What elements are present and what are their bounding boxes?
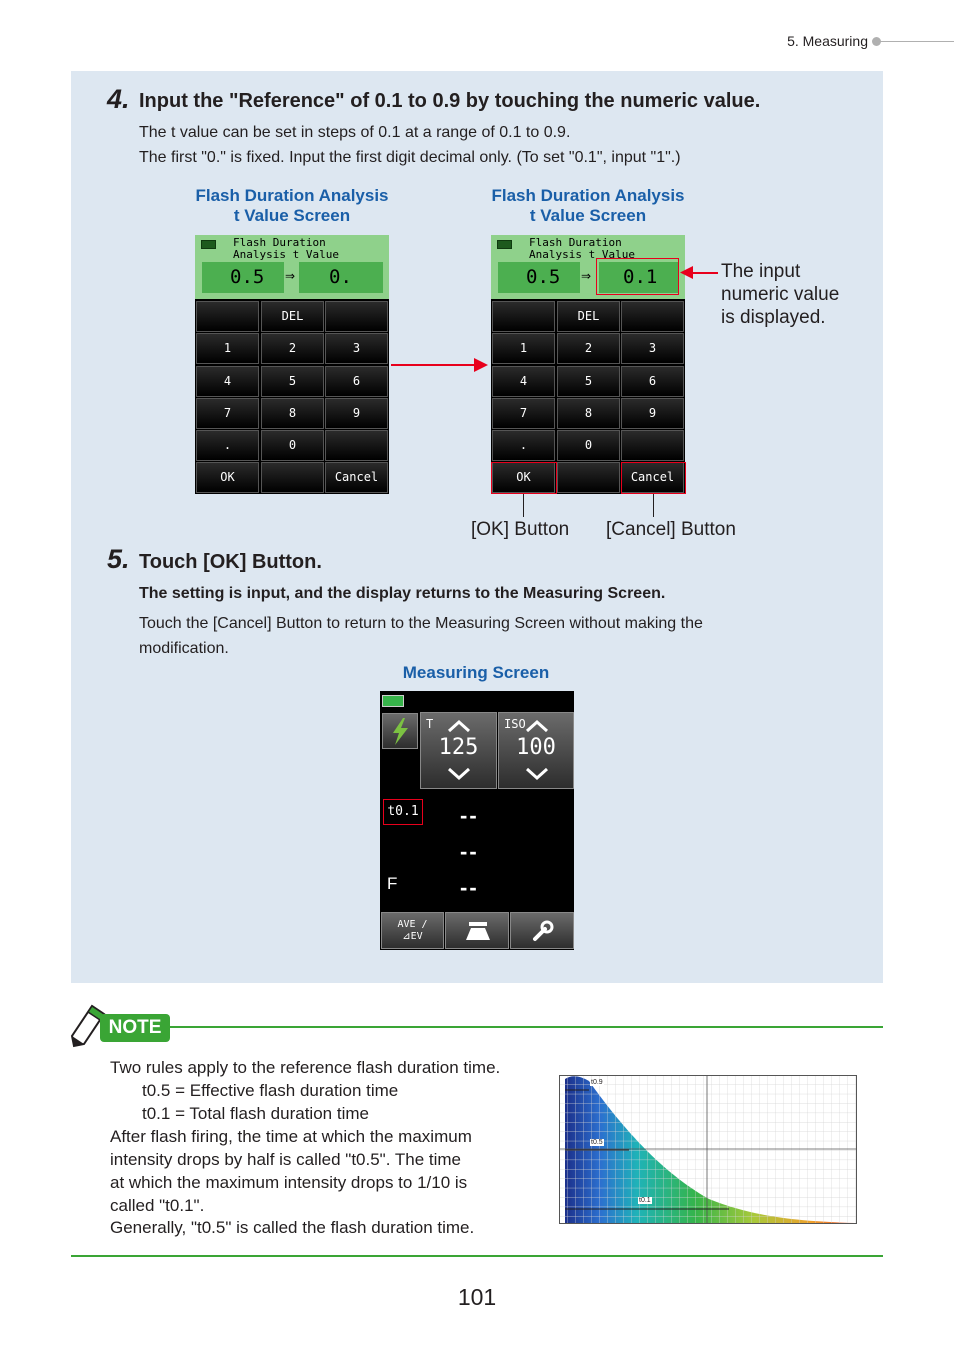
- f-label: F: [387, 874, 398, 893]
- input-annotation-line-2: numeric value: [721, 284, 840, 305]
- battery-icon: [497, 240, 512, 249]
- caption-right-line-1: Flash Duration Analysis: [491, 186, 685, 205]
- t-value-badge: t0.1: [383, 799, 423, 825]
- key-blank[interactable]: [621, 301, 684, 332]
- screen-title: [233, 237, 383, 261]
- memory-icon: [463, 920, 493, 942]
- caption-right-line-2: t Value Screen: [529, 206, 647, 225]
- ave-ev-button[interactable]: [381, 912, 444, 949]
- screen-title-line-2: Analysis t Value: [529, 248, 635, 261]
- note-text-7: called "t0.1".: [110, 1196, 205, 1215]
- ok-button-label: [OK] Button: [471, 519, 570, 540]
- note-rule: [165, 1026, 883, 1028]
- key-decimal[interactable]: .: [492, 430, 555, 461]
- section-header: 5. Measuring: [787, 33, 868, 49]
- shutter-speed-label: T: [426, 717, 434, 731]
- arrow-icon: ⇒: [581, 269, 592, 283]
- battery-icon: [382, 695, 404, 707]
- key-0[interactable]: 0: [261, 430, 324, 461]
- wrench-icon: [531, 919, 555, 943]
- key-4[interactable]: 4: [196, 366, 259, 397]
- key-5[interactable]: 5: [557, 366, 620, 397]
- key-ok[interactable]: OK: [492, 462, 555, 493]
- key-9[interactable]: 9: [325, 398, 388, 429]
- reference-value: 0.5: [202, 262, 284, 293]
- step-5-title: Touch [OK] Button.: [139, 551, 322, 573]
- t05-label: t0.5: [591, 1139, 603, 1146]
- chevron-up-icon: [525, 719, 549, 733]
- chevron-up-icon: [447, 719, 471, 733]
- input-callout-line: [692, 272, 718, 274]
- iso-label: ISO: [504, 717, 526, 731]
- transition-arrow-line: [391, 364, 477, 366]
- key-9[interactable]: 9: [621, 398, 684, 429]
- key-7[interactable]: 7: [492, 398, 555, 429]
- input-annotation-line-3: is displayed.: [721, 307, 826, 328]
- key-del[interactable]: DEL: [557, 301, 620, 332]
- flash-decay-curve: [559, 1075, 857, 1224]
- t01-label: t0.1: [639, 1197, 651, 1204]
- note-badge: NOTE: [100, 1014, 170, 1042]
- caption-left-line-2: t Value Screen: [233, 206, 351, 225]
- step-4-text-2: The first "0." is fixed. Input the first digit decimal only. (To set "0.1", input "1".): [139, 149, 681, 166]
- step-4-title: Input the "Reference" of 0.1 to 0.9 by touching the numeric value.: [139, 90, 761, 112]
- shutter-speed-button[interactable]: [420, 712, 497, 789]
- ok-button-highlight: [491, 462, 557, 494]
- key-1[interactable]: 1: [196, 333, 259, 364]
- key-ok[interactable]: OK: [196, 462, 259, 493]
- key-blank[interactable]: [557, 462, 620, 493]
- key-8[interactable]: 8: [557, 398, 620, 429]
- reference-value: 0.5: [498, 262, 580, 293]
- t-value-screen-before: [195, 235, 389, 494]
- reading-dash-2: --: [460, 839, 479, 864]
- input-value: 0.: [299, 262, 383, 293]
- input-annotation: [721, 260, 839, 329]
- screen-display: [195, 235, 389, 299]
- step-5-text-1: Touch the [Cancel] Button to return to the Measuring Screen without making the: [139, 615, 703, 632]
- header-rule: [880, 41, 954, 42]
- iso-value: 100: [516, 735, 556, 760]
- screen-title-line-1: Flash Duration: [233, 236, 326, 249]
- note-text-5: intensity drops by half is called "t0.5". The time: [110, 1150, 461, 1169]
- screen-title-line-1: Flash Duration: [529, 236, 622, 249]
- transition-arrow-icon: [474, 358, 488, 372]
- flash-mode-button[interactable]: [382, 713, 418, 749]
- key-blank[interactable]: [325, 301, 388, 332]
- key-8[interactable]: 8: [261, 398, 324, 429]
- key-0[interactable]: 0: [557, 430, 620, 461]
- cancel-callout-line: [653, 494, 654, 517]
- key-6[interactable]: 6: [621, 366, 684, 397]
- reading-dash-1: --: [460, 803, 479, 828]
- key-3[interactable]: 3: [325, 333, 388, 364]
- input-callout-arrow-icon: [680, 266, 693, 279]
- key-blank[interactable]: [621, 430, 684, 461]
- key-1[interactable]: 1: [492, 333, 555, 364]
- chevron-down-icon: [525, 767, 549, 781]
- step-4-number: 4.: [107, 84, 130, 114]
- input-value: 0.1: [599, 262, 679, 293]
- note-text-1: Two rules apply to the reference flash duration time.: [110, 1058, 501, 1077]
- chevron-down-icon: [447, 767, 471, 781]
- note-text-4: After flash firing, the time at which the maximum: [110, 1127, 472, 1146]
- cancel-button-highlight: [621, 462, 686, 494]
- memory-button[interactable]: [445, 912, 509, 949]
- caption-left: [182, 186, 402, 226]
- key-3[interactable]: 3: [621, 333, 684, 364]
- screen-title-line-2: Analysis t Value: [233, 248, 339, 261]
- input-value-highlight: [596, 258, 679, 295]
- step-5-bold-text: The setting is input, and the display returns to the Measuring Screen.: [139, 585, 666, 602]
- key-4[interactable]: 4: [492, 366, 555, 397]
- key-cancel[interactable]: Cancel: [325, 462, 388, 493]
- key-blank[interactable]: [261, 462, 324, 493]
- ave-label-2: ⊿EV: [402, 931, 423, 942]
- shutter-speed-value: 125: [438, 735, 479, 760]
- caption-left-line-1: Flash Duration Analysis: [195, 186, 389, 205]
- flash-icon: [383, 714, 417, 748]
- note-text-2: t0.5 = Effective flash duration time: [142, 1081, 399, 1100]
- key-2[interactable]: 2: [261, 333, 324, 364]
- step-5-text-2: modification.: [139, 640, 229, 657]
- measuring-screen: [380, 691, 574, 950]
- key-6[interactable]: 6: [325, 366, 388, 397]
- note-text-6: at which the maximum intensity drops to 1/10 is: [110, 1173, 468, 1192]
- note-text-3: t0.1 = Total flash duration time: [142, 1104, 369, 1123]
- step-5-number: 5.: [107, 544, 130, 574]
- key-2[interactable]: 2: [557, 333, 620, 364]
- step-4-text-1: The t value can be set in steps of 0.1 at a range of 0.1 to 0.9.: [139, 124, 571, 141]
- ave-label-1: AVE /: [397, 919, 428, 930]
- note-text-8: Generally, "t0.5" is called the flash duration time.: [110, 1218, 475, 1237]
- settings-button[interactable]: [510, 912, 574, 949]
- t09-label: t0.9: [591, 1079, 603, 1086]
- arrow-icon: ⇒: [285, 269, 296, 283]
- key-blank[interactable]: [325, 430, 388, 461]
- measuring-screen-caption: Measuring Screen: [402, 663, 550, 682]
- key-blank[interactable]: [196, 301, 259, 332]
- flash-duration-graph: [559, 1075, 857, 1224]
- key-7[interactable]: 7: [196, 398, 259, 429]
- key-del[interactable]: DEL: [261, 301, 324, 332]
- page-number: 101: [457, 1284, 497, 1310]
- reading-dash-3: --: [460, 875, 479, 900]
- cancel-button-label: [Cancel] Button: [606, 519, 736, 540]
- battery-icon: [201, 240, 216, 249]
- ok-callout-line: [523, 494, 524, 517]
- key-5[interactable]: 5: [261, 366, 324, 397]
- iso-button[interactable]: [498, 712, 574, 789]
- key-cancel[interactable]: Cancel: [621, 462, 684, 493]
- input-annotation-line-1: The input: [721, 261, 801, 282]
- key-decimal[interactable]: .: [196, 430, 259, 461]
- key-blank[interactable]: [492, 301, 555, 332]
- caption-right: [478, 186, 698, 226]
- footer-rule: [71, 1255, 883, 1257]
